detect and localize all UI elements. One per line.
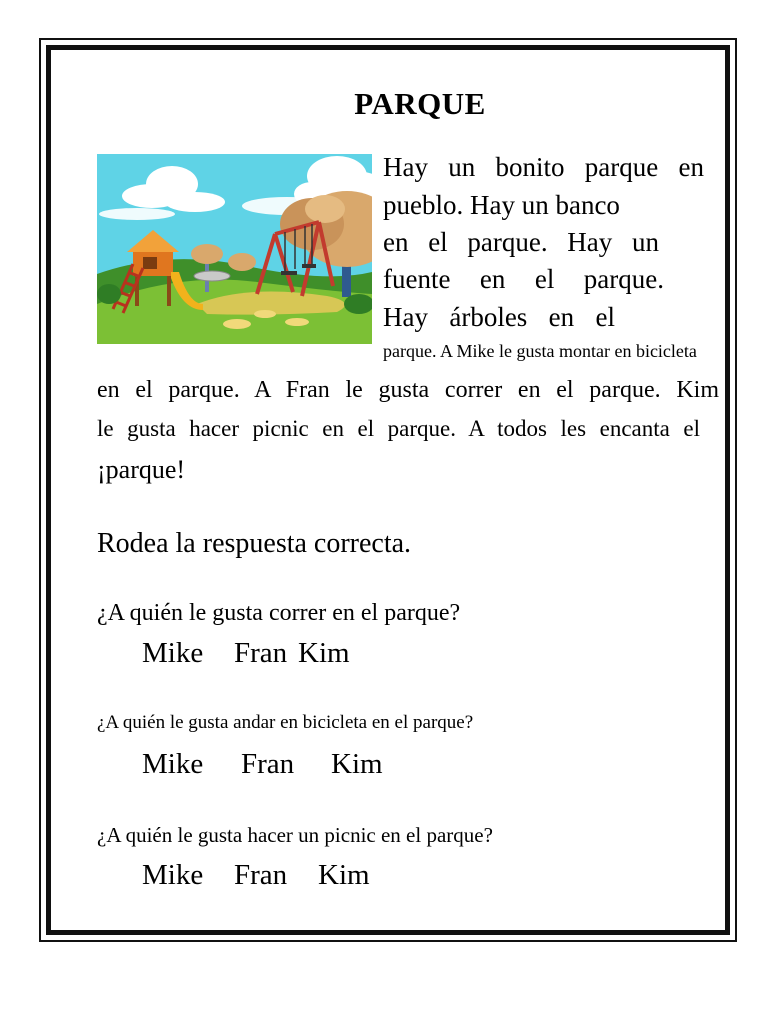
spinner — [194, 271, 230, 281]
passage-line: ¡parque! — [97, 455, 186, 484]
passage-line: pueblo. Hay un banco — [383, 190, 620, 220]
passage-line: parque. A Mike le gusta montar en bicicleta — [383, 341, 697, 361]
passage-line: le gusta hacer picnic en el parque. A todos les encanta el — [97, 416, 700, 441]
park-illustration — [97, 154, 372, 344]
question: ¿A quién le gusta hacer un picnic en el parque? — [97, 823, 493, 847]
answer-option-kim[interactable]: Kim — [331, 748, 383, 780]
passage-line: en el parque. A Fran le gusta correr en el parque. Kim — [97, 377, 719, 403]
answer-option-mike[interactable]: Mike — [142, 859, 204, 891]
page-title: PARQUE — [354, 86, 486, 121]
passage-line: fuente en el parque. — [383, 264, 664, 294]
answer-option-kim[interactable]: Kim — [298, 637, 350, 669]
answer-option-mike[interactable]: Mike — [142, 637, 204, 669]
question: ¿A quién le gusta correr en el parque? — [97, 600, 461, 626]
answer-option-fran[interactable]: Fran — [234, 637, 288, 669]
small-tree-2 — [228, 253, 256, 271]
passage-line: Hay un bonito parque en — [383, 152, 704, 182]
answer-option-fran[interactable]: Fran — [234, 859, 288, 891]
answer-option-fran[interactable]: Fran — [241, 748, 295, 780]
passage-line: en el parque. Hay un — [383, 227, 659, 257]
question: ¿A quién le gusta andar en bicicleta en el parque? — [97, 712, 474, 733]
instruction: Rodea la respuesta correcta. — [97, 528, 412, 559]
answer-option-kim[interactable]: Kim — [318, 859, 370, 891]
passage-line: Hay árboles en el — [383, 302, 615, 332]
answer-option-mike[interactable]: Mike — [142, 748, 204, 780]
